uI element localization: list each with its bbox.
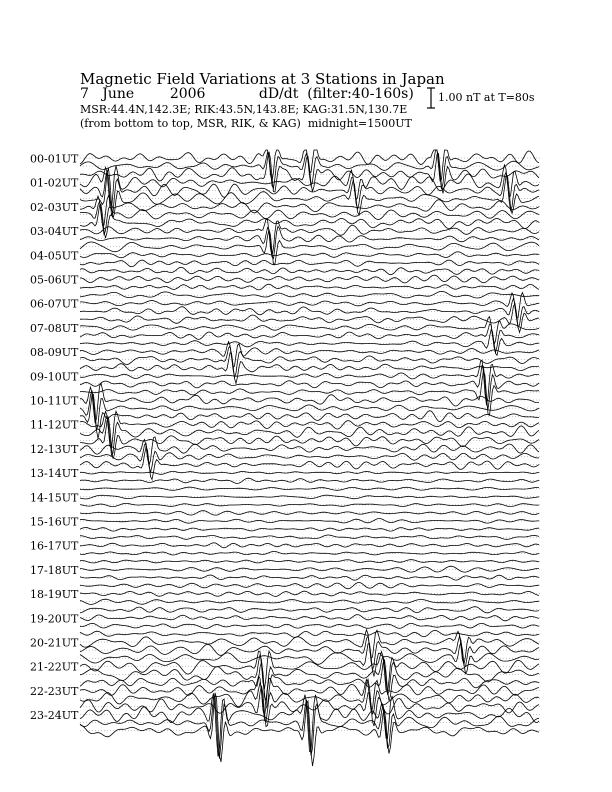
hour-label: 08-09UT [30,346,79,360]
hour-row-06-07UT [30,293,540,333]
trace-KAG [80,196,539,226]
trace-KAG [80,317,539,345]
hour-label: 17-18UT [30,563,79,577]
hour-label: 16-17UT [30,539,79,553]
hour-label: 11-12UT [30,418,79,432]
hour-row-01-02UT [30,165,540,218]
hour-row-18-19UT [30,588,540,613]
quantity-label: dD/dt [258,86,299,102]
trace-KAG [80,411,539,448]
date-day: 7 [80,86,89,102]
hour-row-10-11UT [30,383,540,438]
hour-label: 00-01UT [30,152,79,166]
trace-KAG [80,495,539,499]
trace-KAG [80,275,539,283]
hour-row-16-17UT [30,540,540,563]
hour-label: 12-13UT [30,442,79,456]
chart-title: Magnetic Field Variations at 3 Stations in Japan [80,70,445,88]
hour-row-19-20UT [30,612,540,637]
trace-RIK [80,415,539,455]
hour-label: 09-10UT [30,370,79,384]
hour-row-20-21UT [30,630,540,677]
hour-label: 14-15UT [30,491,79,505]
hour-label: 04-05UT [30,249,79,263]
trace-RIK [80,298,539,327]
hour-row-05-06UT [30,274,540,299]
hour-row-14-15UT [30,491,540,515]
trace-MSR [80,560,539,563]
hour-label: 15-16UT [30,515,79,529]
hour-row-07-08UT [30,317,540,356]
hour-label: 19-20UT [30,612,79,626]
filter-label: (filter:40-160s) [307,86,414,102]
date-month: June [102,86,135,102]
hour-row-04-05UT [30,249,540,274]
hour-row-15-16UT [30,516,540,540]
trace-RIK [80,636,539,670]
trace-MSR [80,693,539,766]
hour-label: 07-08UT [30,321,79,335]
trace-KAG [80,519,539,524]
trace-MSR [80,582,539,588]
hour-row-08-09UT [30,342,540,384]
hour-label: 18-19UT [30,588,79,602]
hour-label: 03-04UT [30,225,79,239]
scale-label: 1.00 nT at T=80s [438,91,535,104]
scale-bar [427,88,435,108]
hour-row-17-18UT [30,564,540,589]
hour-label: 22-23UT [30,684,79,698]
trace-MSR [80,291,539,298]
trace-RIK [80,478,539,483]
trace-MSR [80,370,539,415]
hour-label: 01-02UT [30,176,79,190]
hour-label: 23-24UT [30,709,79,723]
trace-RIK [80,679,539,722]
hour-label: 21-22UT [30,660,79,674]
hour-label: 02-03UT [30,200,79,214]
trace-RIK [80,443,539,472]
hour-rows [30,150,540,766]
stations-line: MSR:44.4N,142.3E; RIK:43.5N,143.8E; KAG:31.5N,130.7E [80,103,408,116]
hour-label: 10-11UT [30,394,79,408]
hour-row-02-03UT [30,196,540,239]
trace-KAG [80,360,539,405]
hour-label: 13-14UT [30,467,79,481]
hour-label: 05-06UT [30,273,79,287]
hour-label: 06-07UT [30,297,79,311]
trace-RIK [80,260,539,267]
midnight-note: midnight=1500UT [307,117,412,130]
order-note: (from bottom to top, MSR, RIK, & KAG) [80,117,301,130]
hour-label: 20-21UT [30,636,79,650]
hour-row-03-04UT [30,219,540,264]
trace-MSR [80,511,539,515]
hour-row-13-14UT [30,467,540,490]
date-year: 2006 [169,86,206,102]
